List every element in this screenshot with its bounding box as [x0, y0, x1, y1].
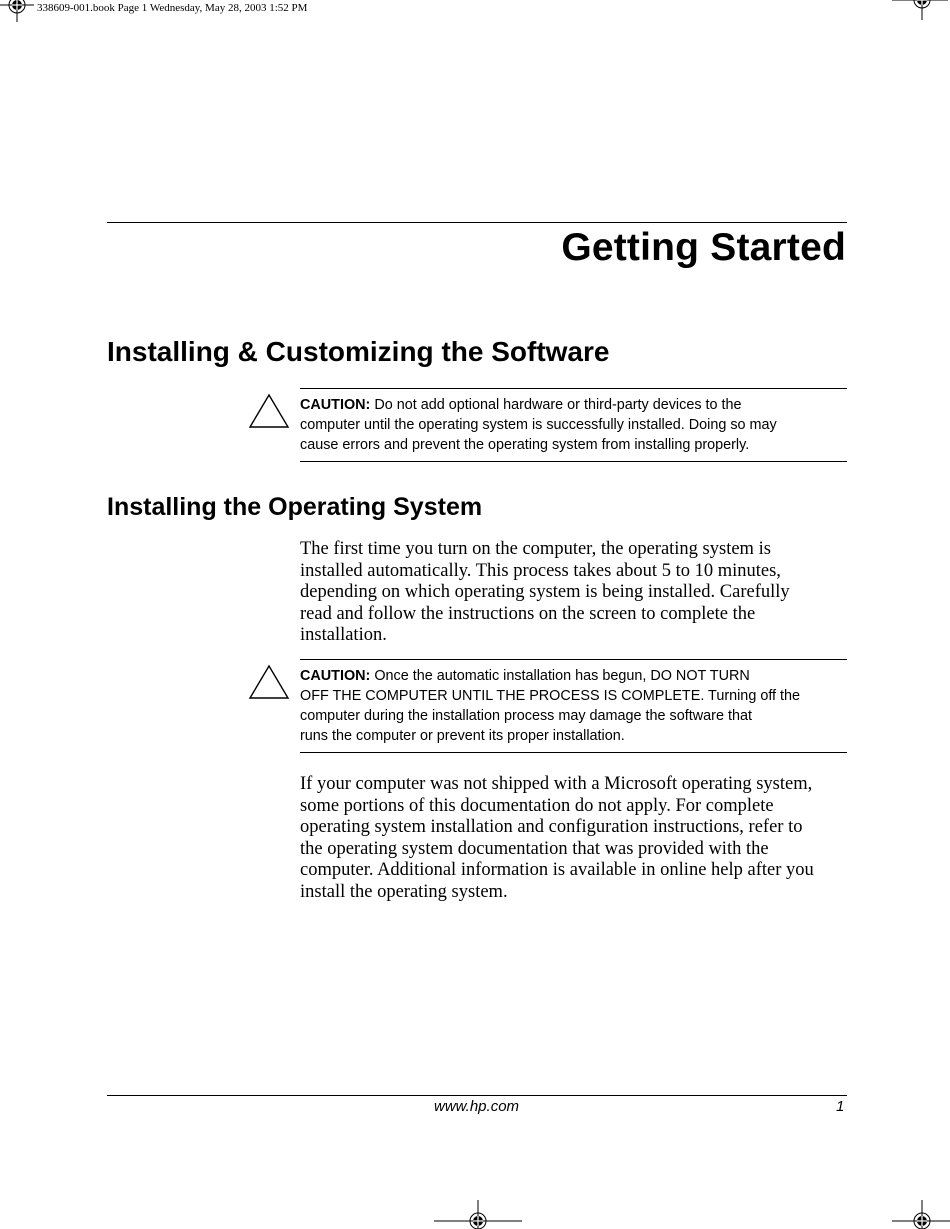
caution-text-line: computer during the installation process may damage the software that	[300, 708, 752, 724]
caution-label: CAUTION:	[300, 397, 371, 413]
caution-label: CAUTION:	[300, 668, 371, 684]
paragraph-line: the operating system documentation that was provided with the	[300, 838, 769, 859]
registration-mark-icon	[0, 0, 34, 22]
registration-mark-icon	[892, 1200, 950, 1229]
caution-triangle-icon	[248, 393, 290, 434]
footer-url-link[interactable]: www.hp.com	[434, 1098, 520, 1115]
paragraph-line: installed automatically. This process takes about 5 to 10 minutes,	[300, 560, 781, 581]
body-paragraph	[300, 774, 850, 903]
paragraph-line: computer. Additional information is available in online help after you	[300, 860, 814, 880]
caution-top-rule	[300, 388, 847, 389]
chapter-title: Getting Started	[561, 226, 846, 269]
caution-note	[300, 395, 840, 455]
caution-text-line: OFF THE COMPUTER UNTIL THE PROCESS IS COMPLETE. Turning off the	[300, 688, 801, 704]
paragraph-line: The first time you turn on the computer, the operating system is	[300, 539, 771, 559]
caution-bottom-rule	[300, 752, 847, 753]
chapter-rule	[107, 222, 847, 223]
paragraph-line: install the operating system.	[300, 881, 508, 902]
caution-text-line: computer until the operating system is successfully installed. Doing so may	[300, 417, 777, 433]
caution-bottom-rule	[300, 461, 847, 462]
caution-text-line: Do not add optional hardware or third-party devices to the	[370, 397, 742, 413]
paragraph-line: operating system installation and configuration instructions, refer to	[300, 817, 803, 837]
section-heading-software: Installing & Customizing the Software	[107, 336, 610, 367]
footer-rule	[107, 1095, 847, 1096]
caution-note	[300, 666, 840, 746]
section-heading-os: Installing the Operating System	[107, 493, 483, 521]
caution-triangle-icon	[248, 664, 290, 705]
paragraph-line: read and follow the instructions on the screen to complete the	[300, 603, 756, 624]
paragraph-line: depending on which operating system is being installed. Carefully	[300, 582, 790, 602]
caution-top-rule	[300, 659, 847, 660]
registration-mark-icon	[892, 0, 948, 20]
registration-mark-icon	[434, 1200, 522, 1229]
caution-text-line: cause errors and prevent the operating system from installing properly.	[300, 437, 750, 453]
page-number: 1	[836, 1098, 845, 1115]
book-slug: 338609-001.book Page 1 Wednesday, May 28, 2003 1:52 PM	[37, 2, 308, 14]
caution-text-line: Once the automatic installation has begun, DO NOT TURN	[370, 668, 750, 684]
caution-text-line: runs the computer or prevent its proper installation.	[300, 728, 625, 744]
paragraph-line: installation.	[300, 625, 387, 645]
body-paragraph	[300, 539, 850, 647]
paragraph-line: If your computer was not shipped with a Microsoft operating system,	[300, 774, 813, 794]
paragraph-line: some portions of this documentation do not apply. For complete	[300, 795, 774, 816]
